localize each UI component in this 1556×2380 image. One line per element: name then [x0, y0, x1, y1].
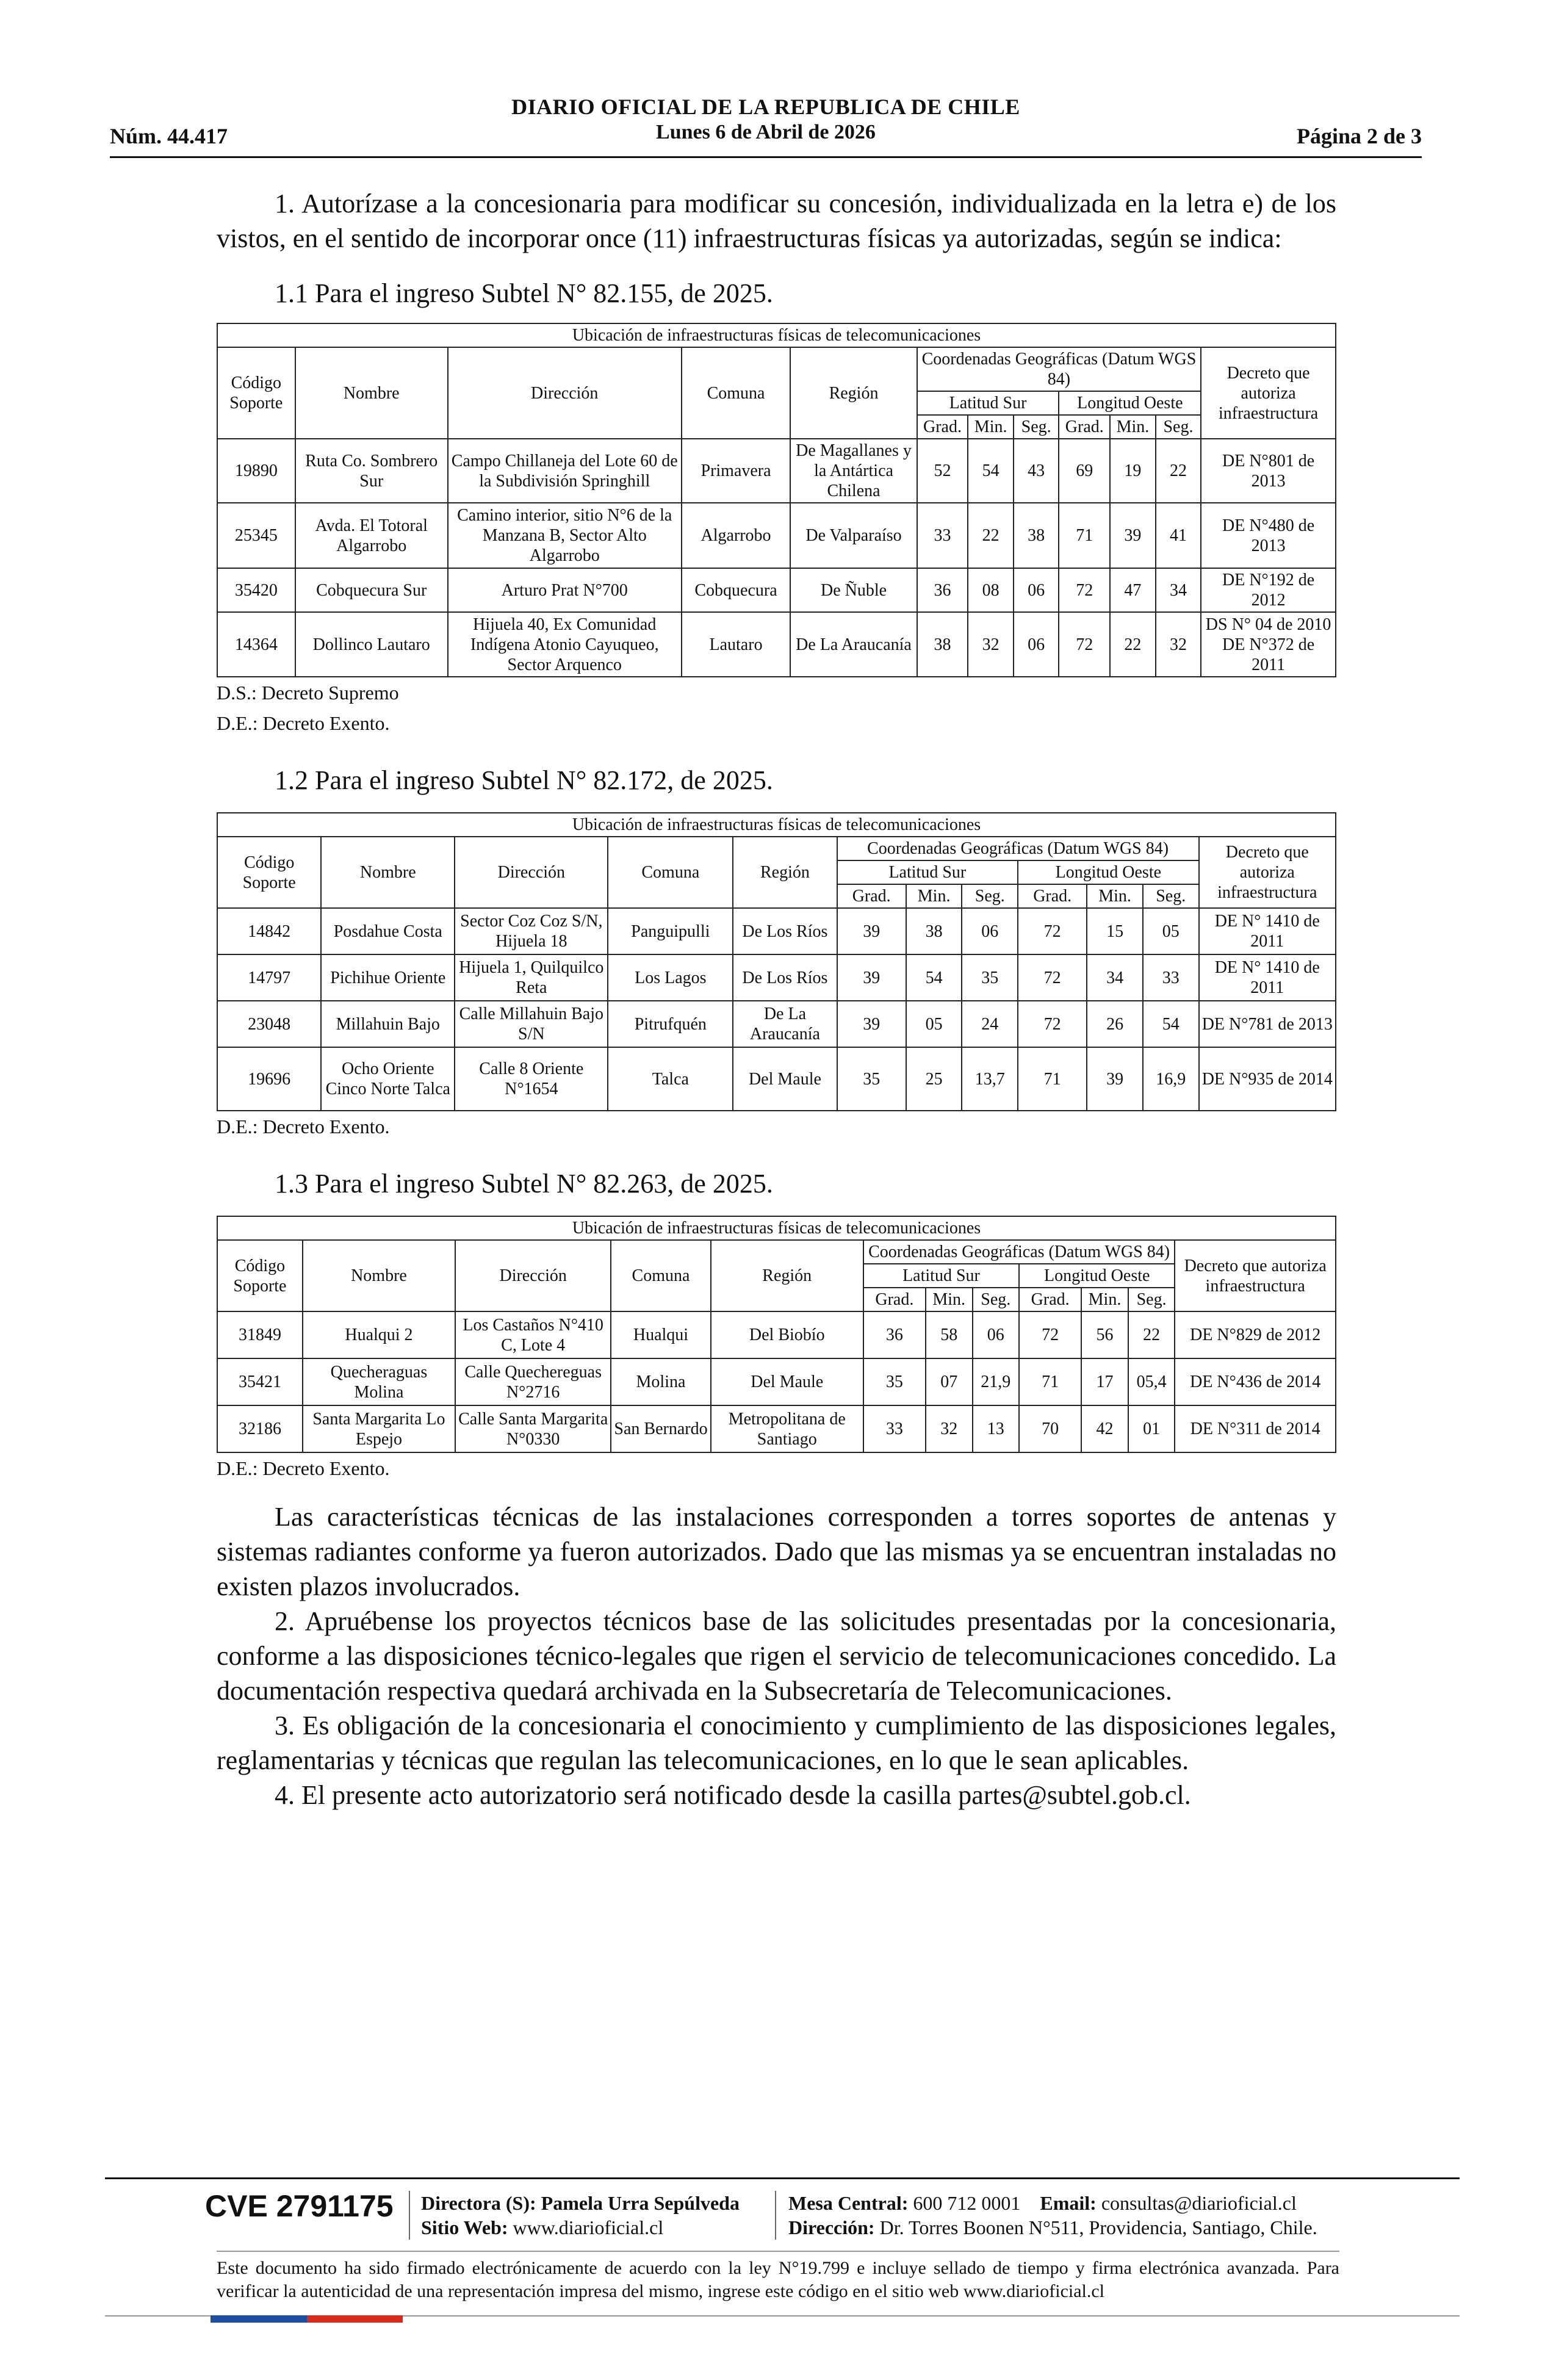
cell-lon-seg: 05,4	[1128, 1358, 1175, 1405]
col-lat-min: Min.	[926, 1288, 973, 1311]
col-longitud: Longitud Oeste	[1018, 860, 1198, 884]
cell-lat-grad: 39	[837, 908, 906, 954]
cell-region: De La Araucanía	[733, 1001, 837, 1047]
cell-lon-min: 17	[1081, 1358, 1128, 1405]
cell-lat-min: 32	[968, 612, 1014, 677]
cell-nombre: Avda. El Totoral Algarrobo	[295, 503, 448, 568]
col-comuna: Comuna	[608, 837, 733, 908]
table-row	[217, 568, 1336, 612]
cell-direccion: Hijuela 40, Ex Comunidad Indígena Atonio Cayuqueo, Sector Arquenco	[448, 612, 682, 677]
cell-region: De La Araucanía	[790, 612, 917, 677]
cell-direccion: Calle 8 Oriente N°1654	[455, 1047, 608, 1111]
cell-lat-min: 54	[906, 954, 962, 1001]
cell-decreto: DE N°192 de 2012	[1201, 568, 1336, 612]
cell-lon-seg: 54	[1143, 1001, 1199, 1047]
cell-region: De Valparaíso	[790, 503, 917, 568]
cell-comuna: Pitrufquén	[608, 1001, 733, 1047]
closing-paragraph: Las características técnicas de las instalaciones corresponden a torres soportes de antenas y sistemas radiantes conforme ya fueron autorizados. Dado que las mismas ya se encuentran instaladas no existen plazos involucrados.	[217, 1502, 1336, 1601]
cell-lat-seg: 06	[962, 908, 1018, 954]
cell-codigo: 19890	[217, 439, 295, 503]
cell-decreto: DE N° 1410 de 2011	[1199, 954, 1336, 1001]
cell-codigo: 14797	[217, 954, 321, 1001]
cell-nombre: Cobquecura Sur	[295, 568, 448, 612]
cell-lon-seg: 01	[1128, 1405, 1175, 1452]
cell-nombre: Millahuin Bajo	[321, 1001, 455, 1047]
cell-lat-min: 07	[926, 1358, 973, 1405]
table-row	[217, 612, 1336, 677]
col-lon-min: Min.	[1081, 1288, 1128, 1311]
col-longitud: Longitud Oeste	[1019, 1264, 1175, 1288]
cell-codigo: 35421	[217, 1358, 303, 1405]
cell-lon-min: 26	[1087, 1001, 1143, 1047]
cell-lon-grad: 69	[1059, 439, 1110, 503]
cell-direccion: Calle Millahuin Bajo S/N	[455, 1001, 608, 1047]
cell-lon-seg: 32	[1156, 612, 1201, 677]
col-direccion: Dirección	[455, 1240, 611, 1311]
cell-decreto: DE N° 1410 de 2011	[1199, 908, 1336, 954]
col-codigo: Código Soporte	[217, 837, 321, 908]
col-direccion: Dirección	[455, 837, 608, 908]
mesa-value: 600 712 0001	[913, 2192, 1021, 2214]
cell-nombre: Posdahue Costa	[321, 908, 455, 954]
flag-red	[307, 2315, 403, 2323]
table-row	[217, 503, 1336, 568]
cell-lon-grad: 71	[1018, 1047, 1087, 1111]
table-row	[217, 439, 1336, 503]
cell-decreto: DE N°436 de 2014	[1175, 1358, 1336, 1405]
cell-lon-min: 56	[1081, 1311, 1128, 1358]
col-lon-min: Min.	[1110, 415, 1156, 439]
cell-lat-seg: 06	[1014, 612, 1059, 677]
cell-lon-seg: 22	[1128, 1311, 1175, 1358]
issue-number: Núm. 44.417	[110, 124, 228, 148]
table-row	[217, 908, 1336, 954]
col-lon-grad: Grad.	[1018, 884, 1087, 908]
legal-notice: Este documento ha sido firmado electrónicamente de acuerdo con la ley N°19.799 e incluye sellado de tiempo y firma electrónica avanzada. Para verificar la autenticidad de una representación impresa del mismo, ingrese este código en el sitio web www.diarioficial.cl	[217, 2258, 1339, 2301]
footer-separator	[409, 2191, 410, 2240]
col-lat-grad: Grad.	[863, 1288, 926, 1311]
table-row	[217, 1405, 1336, 1452]
footer-contact-right	[788, 2191, 1317, 2240]
cell-lon-grad: 72	[1059, 612, 1110, 677]
document-body	[217, 186, 1336, 1812]
cell-region: De Los Ríos	[733, 908, 837, 954]
cell-lon-grad: 72	[1059, 568, 1110, 612]
page-indicator: Página 2 de 3	[1296, 124, 1422, 148]
cell-lon-seg: 05	[1143, 908, 1199, 954]
cell-lon-min: 22	[1110, 612, 1156, 677]
col-decreto: Decreto que autoriza infraestructura	[1199, 837, 1336, 908]
cell-comuna: Cobquecura	[682, 568, 791, 612]
flag-blue	[211, 2315, 307, 2323]
cell-lat-seg: 43	[1014, 439, 1059, 503]
col-direccion: Dirección	[448, 347, 682, 439]
table-row	[217, 1047, 1336, 1111]
col-lat-min: Min.	[968, 415, 1014, 439]
cell-region: De Ñuble	[790, 568, 917, 612]
intro-paragraph: 1. Autorízase a la concesionaria para modificar su concesión, individualizada en la letra e) de los vistos, en el sentido de incorporar once (11) infraestructuras físicas ya autorizadas, según se indica:	[217, 189, 1336, 253]
table-title: Ubicación de infraestructuras físicas de telecomunicaciones	[217, 813, 1336, 837]
cell-comuna: Molina	[611, 1358, 710, 1405]
page-header	[110, 92, 1422, 159]
cell-lon-min: 34	[1087, 954, 1143, 1001]
cell-codigo: 31849	[217, 1311, 303, 1358]
col-lat-seg: Seg.	[1014, 415, 1059, 439]
col-coordenadas: Coordenadas Geográficas (Datum WGS 84)	[917, 347, 1201, 391]
cell-lon-seg: 34	[1156, 568, 1201, 612]
cell-codigo: 19696	[217, 1047, 321, 1111]
cell-lat-seg: 24	[962, 1001, 1018, 1047]
cell-lat-min: 54	[968, 439, 1014, 503]
col-lat-seg: Seg.	[962, 884, 1018, 908]
col-lat-min: Min.	[906, 884, 962, 908]
cell-lat-grad: 36	[917, 568, 968, 612]
footnote: D.E.: Decreto Exento.	[217, 1457, 390, 1479]
cell-lat-grad: 33	[917, 503, 968, 568]
cell-region: De Los Ríos	[733, 954, 837, 1001]
col-coordenadas: Coordenadas Geográficas (Datum WGS 84)	[863, 1240, 1175, 1264]
cell-lon-seg: 22	[1156, 439, 1201, 503]
cell-comuna: Talca	[608, 1047, 733, 1111]
cell-lat-seg: 13,7	[962, 1047, 1018, 1111]
col-lon-seg: Seg.	[1143, 884, 1199, 908]
cell-lon-min: 19	[1110, 439, 1156, 503]
footnote: D.E.: Decreto Exento.	[217, 712, 390, 734]
cell-decreto: DE N°935 de 2014	[1199, 1047, 1336, 1111]
col-region: Región	[733, 837, 837, 908]
cell-lon-min: 42	[1081, 1405, 1128, 1452]
cell-region: Del Maule	[733, 1047, 837, 1111]
cell-codigo: 23048	[217, 1001, 321, 1047]
cell-lat-min: 08	[968, 568, 1014, 612]
cell-lat-min: 05	[906, 1001, 962, 1047]
cell-region: De Magallanes y la Antártica Chilena	[790, 439, 917, 503]
direccion-label: Dirección:	[788, 2216, 875, 2238]
cell-lat-min: 22	[968, 503, 1014, 568]
cell-nombre: Ocho Oriente Cinco Norte Talca	[321, 1047, 455, 1111]
cell-direccion: Sector Coz Coz S/N, Hijuela 18	[455, 908, 608, 954]
table-title: Ubicación de infraestructuras físicas de telecomunicaciones	[217, 323, 1336, 347]
col-lon-seg: Seg.	[1128, 1288, 1175, 1311]
cell-lon-min: 15	[1087, 908, 1143, 954]
cell-lat-grad: 36	[863, 1311, 926, 1358]
sitio-link[interactable]: www.diarioficial.cl	[513, 2216, 664, 2238]
col-nombre: Nombre	[321, 837, 455, 908]
col-decreto: Decreto que autoriza infraestructura	[1175, 1240, 1336, 1311]
cell-direccion: Campo Chillaneja del Lote 60 de la Subdivisión Springhill	[448, 439, 682, 503]
cell-decreto: DS N° 04 de 2010 DE N°372 de 2011	[1201, 612, 1336, 677]
col-lon-grad: Grad.	[1019, 1288, 1081, 1311]
cell-lat-grad: 35	[863, 1358, 926, 1405]
infrastructure-table-2	[217, 812, 1336, 1111]
table-row	[217, 1358, 1336, 1405]
cell-lat-seg: 38	[1014, 503, 1059, 568]
cell-comuna: Lautaro	[682, 612, 791, 677]
infrastructure-table-3	[217, 1216, 1336, 1453]
cell-lon-grad: 72	[1018, 908, 1087, 954]
col-codigo: Código Soporte	[217, 1240, 303, 1311]
cell-lon-grad: 72	[1018, 1001, 1087, 1047]
masthead	[110, 94, 1422, 144]
cell-lat-min: 58	[926, 1311, 973, 1358]
col-latitud: Latitud Sur	[863, 1264, 1019, 1288]
cell-nombre: Pichihue Oriente	[321, 954, 455, 1001]
cell-direccion: Calle Santa Margarita N°0330	[455, 1405, 611, 1452]
section-heading: 1.2 Para el ingreso Subtel N° 82.172, de 2025.	[275, 765, 773, 795]
cell-lon-min: 39	[1110, 503, 1156, 568]
col-codigo: Código Soporte	[217, 347, 295, 439]
cell-direccion: Calle Quechereguas N°2716	[455, 1358, 611, 1405]
col-nombre: Nombre	[303, 1240, 455, 1311]
table-row	[217, 1001, 1336, 1047]
cell-decreto: DE N°781 de 2013	[1199, 1001, 1336, 1047]
col-nombre: Nombre	[295, 347, 448, 439]
cell-lon-grad: 70	[1019, 1405, 1081, 1452]
publication-date: Lunes 6 de Abril de 2026	[656, 121, 876, 143]
cell-direccion: Los Castaños N°410 C, Lote 4	[455, 1311, 611, 1358]
cell-lon-grad: 72	[1018, 954, 1087, 1001]
cell-direccion: Hijuela 1, Quilquilco Reta	[455, 954, 608, 1001]
cell-lat-grad: 35	[837, 1047, 906, 1111]
cell-comuna: Primavera	[682, 439, 791, 503]
cell-lat-min: 38	[906, 908, 962, 954]
cell-lat-seg: 21,9	[973, 1358, 1020, 1405]
col-region: Región	[711, 1240, 863, 1311]
cell-nombre: Quecheraguas Molina	[303, 1358, 455, 1405]
cell-decreto: DE N°801 de 2013	[1201, 439, 1336, 503]
cell-nombre: Ruta Co. Sombrero Sur	[295, 439, 448, 503]
col-lat-seg: Seg.	[973, 1288, 1020, 1311]
cell-codigo: 14842	[217, 908, 321, 954]
cell-lat-seg: 06	[973, 1311, 1020, 1358]
cell-nombre: Dollinco Lautaro	[295, 612, 448, 677]
cell-decreto: DE N°480 de 2013	[1201, 503, 1336, 568]
cell-lon-seg: 33	[1143, 954, 1199, 1001]
cell-lon-min: 39	[1087, 1047, 1143, 1111]
cell-region: Del Maule	[711, 1358, 863, 1405]
cell-comuna: Hualqui	[611, 1311, 710, 1358]
col-decreto: Decreto que autoriza infraestructura	[1201, 347, 1336, 439]
footer-separator	[775, 2191, 776, 2240]
col-comuna: Comuna	[611, 1240, 710, 1311]
cell-codigo: 32186	[217, 1405, 303, 1452]
cell-region: Metropolitana de Santiago	[711, 1405, 863, 1452]
footnote: D.S.: Decreto Supremo	[217, 682, 399, 704]
col-latitud: Latitud Sur	[837, 860, 1018, 884]
cell-lat-grad: 39	[837, 954, 906, 1001]
cell-comuna: San Bernardo	[611, 1405, 710, 1452]
cell-comuna: Los Lagos	[608, 954, 733, 1001]
col-lat-grad: Grad.	[837, 884, 906, 908]
email-label: Email:	[1040, 2192, 1097, 2214]
closing-paragraph: 4. El presente acto autorizatorio será notificado desde la casilla partes@subtel.gob.cl.	[275, 1780, 1191, 1810]
cell-lat-seg: 35	[962, 954, 1018, 1001]
directora-name: Pamela Urra Sepúlveda	[541, 2192, 740, 2214]
cell-lon-seg: 16,9	[1143, 1047, 1199, 1111]
footer-contact-left	[421, 2191, 740, 2240]
col-lon-min: Min.	[1087, 884, 1143, 908]
cell-lat-grad: 52	[917, 439, 968, 503]
cell-region: Del Biobío	[711, 1311, 863, 1358]
cell-codigo: 14364	[217, 612, 295, 677]
cell-lat-grad: 38	[917, 612, 968, 677]
cell-lon-min: 47	[1110, 568, 1156, 612]
publication-title: DIARIO OFICIAL DE LA REPUBLICA DE CHILE	[511, 95, 1020, 119]
closing-paragraph: 2. Apruébense los proyectos técnicos base de las solicitudes presentadas por la concesionaria, conforme a las disposiciones técnico-legales que rigen el servicio de telecomunicaciones concedido. La documentación respectiva quedará archivada en la Subsecretaría de Telecomunicaciones.	[217, 1606, 1336, 1706]
cell-lat-min: 25	[906, 1047, 962, 1111]
cve-code: CVE 2791175	[205, 2189, 394, 2223]
cell-codigo: 35420	[217, 568, 295, 612]
col-comuna: Comuna	[682, 347, 791, 439]
cell-direccion: Camino interior, sitio N°6 de la Manzana B, Sector Alto Algarrobo	[448, 503, 682, 568]
cell-lat-seg: 06	[1014, 568, 1059, 612]
footnote: D.E.: Decreto Exento.	[217, 1116, 390, 1138]
cell-lon-grad: 72	[1019, 1311, 1081, 1358]
section-heading: 1.1 Para el ingreso Subtel N° 82.155, de 2025.	[275, 278, 773, 308]
table-title: Ubicación de infraestructuras físicas de telecomunicaciones	[217, 1216, 1336, 1240]
cell-decreto: DE N°829 de 2012	[1175, 1311, 1336, 1358]
footer-divider	[105, 2177, 1460, 2179]
flag-stripe	[211, 2315, 403, 2323]
col-lon-grad: Grad.	[1059, 415, 1110, 439]
cell-lat-seg: 13	[973, 1405, 1020, 1452]
sitio-label: Sitio Web:	[421, 2216, 508, 2238]
cell-nombre: Santa Margarita Lo Espejo	[303, 1405, 455, 1452]
cell-comuna: Algarrobo	[682, 503, 791, 568]
cell-lon-grad: 71	[1019, 1358, 1081, 1405]
direccion-value: Dr. Torres Boonen N°511, Providencia, Santiago, Chile.	[879, 2216, 1317, 2238]
cell-lon-seg: 41	[1156, 503, 1201, 568]
col-latitud: Latitud Sur	[917, 391, 1059, 415]
cell-lat-min: 32	[926, 1405, 973, 1452]
col-region: Región	[790, 347, 917, 439]
cell-lat-grad: 33	[863, 1405, 926, 1452]
header-divider	[110, 156, 1422, 158]
cell-comuna: Panguipulli	[608, 908, 733, 954]
footer-divider	[217, 2251, 1339, 2252]
infrastructure-table-1	[217, 323, 1336, 677]
cell-nombre: Hualqui 2	[303, 1311, 455, 1358]
directora-label: Directora (S):	[421, 2192, 536, 2214]
col-lat-grad: Grad.	[917, 415, 968, 439]
cell-lat-grad: 39	[837, 1001, 906, 1047]
closing-paragraph: 3. Es obligación de la concesionaria el conocimiento y cumplimiento de las disposiciones legales, reglamentarias y técnicas que regulan las telecomunicaciones, en lo que le sean aplicables.	[217, 1711, 1336, 1775]
email-link[interactable]: consultas@diarioficial.cl	[1101, 2192, 1297, 2214]
table-row	[217, 954, 1336, 1001]
table-row	[217, 1311, 1336, 1358]
cell-codigo: 25345	[217, 503, 295, 568]
mesa-label: Mesa Central:	[788, 2192, 909, 2214]
col-lon-seg: Seg.	[1156, 415, 1201, 439]
cell-decreto: DE N°311 de 2014	[1175, 1405, 1336, 1452]
col-coordenadas: Coordenadas Geográficas (Datum WGS 84)	[837, 837, 1199, 860]
cell-direccion: Arturo Prat N°700	[448, 568, 682, 612]
col-longitud: Longitud Oeste	[1059, 391, 1201, 415]
cell-lon-grad: 71	[1059, 503, 1110, 568]
section-heading: 1.3 Para el ingreso Subtel N° 82.263, de 2025.	[275, 1169, 773, 1199]
